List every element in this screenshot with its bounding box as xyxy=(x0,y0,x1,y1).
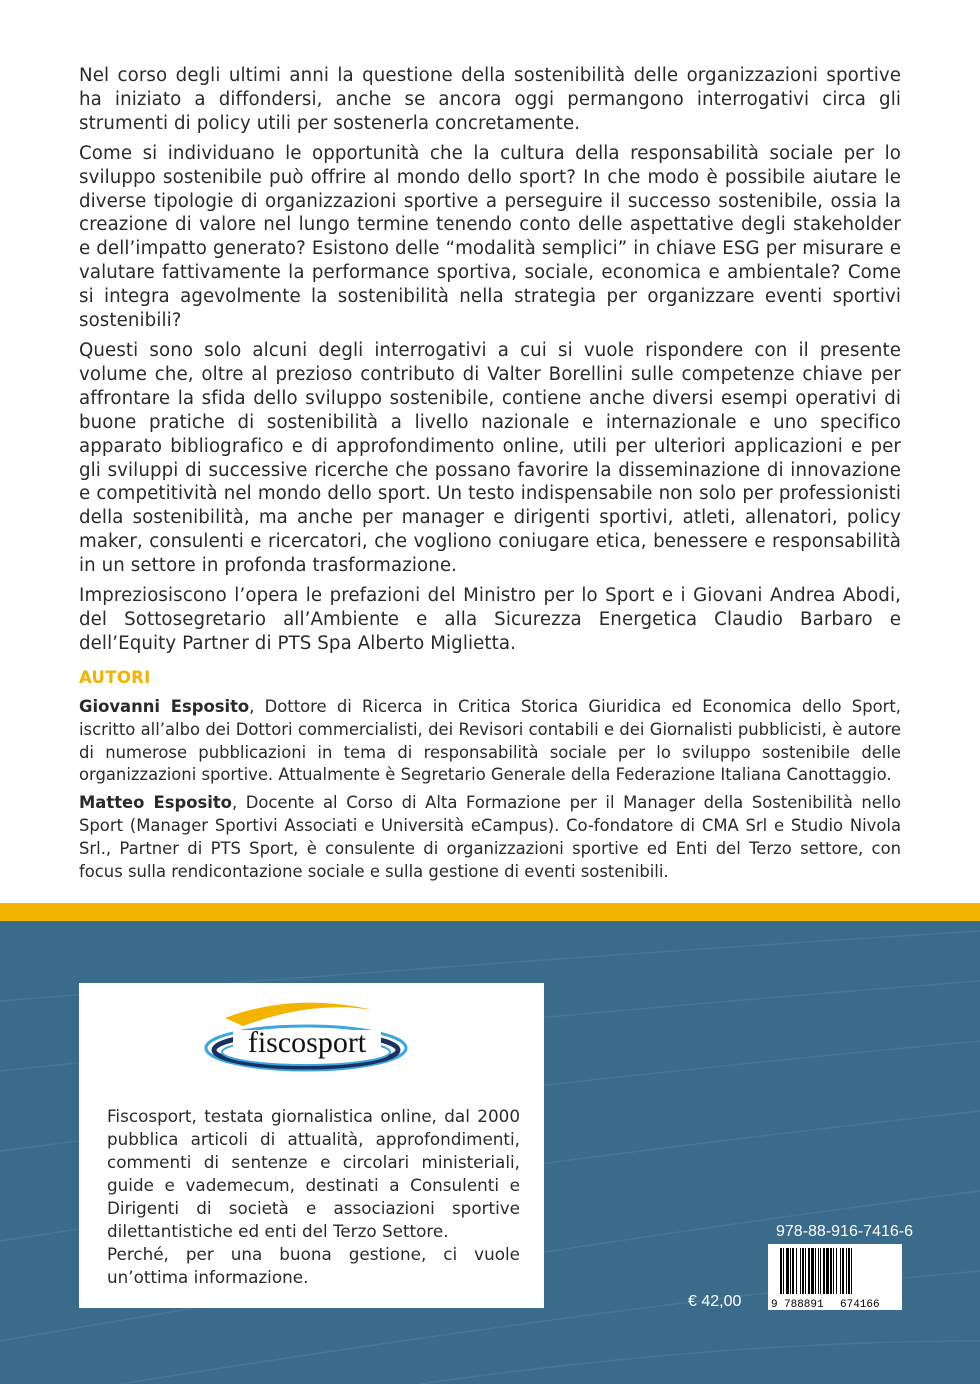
barcode-first-digit: 9 xyxy=(771,1299,778,1310)
publisher-box xyxy=(79,983,544,1308)
logo-text: fiscosport xyxy=(247,1026,367,1059)
barcode-graphic xyxy=(768,1244,902,1310)
barcode-bar xyxy=(818,1248,819,1294)
blurb-paragraph: Questi sono solo alcuni degli interrogativi a cui si vuole rispondere con il presente volume che, oltre al prezioso contributo di Valter Borellini sulle competenze chiave per affrontare la sfida dello sviluppo sostenibile, contiene anche diversi esempi operativi di buone pratiche di sostenibilità a livello nazionale e internazionale e uno specifico apparato bibliografico e di approfondimento online, utili per ulteriori applicazioni e per gli sviluppi di successive ricerche che possano favorire la disseminazione di innovazione e competitività nel mondo dello sport. Un testo indispensabile non solo per professionisti della sostenibilità, ma anche per manager e dirigenti sportivi, atleti, allenatori, policy maker, consulenti e ricercatori, che vogliono coniugare etica, benessere e responsabilità in un settore in profonda trasformazione. xyxy=(79,339,901,577)
barcode-bar xyxy=(783,1248,784,1294)
back-cover-blurb xyxy=(79,64,901,662)
barcode-bar xyxy=(796,1248,797,1294)
price-label: € 42,00 xyxy=(688,1293,742,1310)
barcode-bar xyxy=(851,1248,852,1294)
author-bio-text: , Dottore di Ricerca in Critica Storica Giuridica ed Economica dello Sport, iscritto all’albo dei Dottori commercialisti, dei Revisori contabili e dei Giornalisti pubblicisti, è autore di numerose pubblicazioni in tema di responsabilità sociale per lo sviluppo sostenibile delle organizzazioni sportive. Attualmente è Segretario Generale della Federazione Italiana Canottaggio. xyxy=(79,697,902,785)
author-name: Giovanni Esposito xyxy=(79,697,250,716)
author-name: Matteo Esposito xyxy=(79,793,232,813)
barcode-bar xyxy=(808,1248,810,1294)
barcode-bar xyxy=(826,1248,829,1294)
blurb-paragraph: Impreziosiscono l’opera le prefazioni del Ministro per lo Sport e i Giovani Andrea Abodi, del Sottosegretario all’Ambiente e alla Sicurezza Energetica Claudio Barbaro e dell’Equity Partner di PTS Spa Alberto Miglietta. xyxy=(79,585,901,654)
blurb-paragraph: Nel corso degli ultimi anni la questione della sostenibilità delle organizzazioni sportive ha iniziato a diffondersi, anche se ancora oggi permangono interrogativi circa gli strumenti di policy utili per sostenerla concretamente. xyxy=(79,65,901,134)
blurb-paragraph: Come si individuano le opportunità che la cultura della responsabilità sociale per lo sviluppo sostenibile può offrire al mondo dello sport? In che modo è possibile aiutare le diverse tipologie di organizzazioni sportive a perseguire il successo sostenibile, ossia la creazione di valore nel lungo termine tenendo conto delle aspettative degli stakeholder e dell’impatto generato? Esistono delle “modalità semplici” in chiave ESG per misurare e valutare fattivamente la performance sportiva, sociale, economica e ambientale? Come si integra agevolmente la sostenibilità nella strategia per organizzare eventi sportivi sostenibili? xyxy=(79,142,901,332)
barcode-bar xyxy=(792,1248,794,1294)
barcode-bar xyxy=(848,1248,850,1294)
barcode-bar xyxy=(830,1248,832,1294)
author-bio xyxy=(79,792,901,883)
barcode-bar xyxy=(790,1248,791,1294)
barcode-bar xyxy=(811,1248,814,1294)
barcode-bar xyxy=(836,1248,837,1294)
barcode-bar xyxy=(842,1248,844,1294)
barcode-bar xyxy=(820,1248,821,1294)
barcode-right-digits: 674166 xyxy=(840,1299,880,1310)
authors-heading: AUTORI xyxy=(79,668,151,687)
publisher-tagline: Perché, per una buona gestione, ci vuole un’ottima informazione. xyxy=(107,1244,520,1287)
barcode-bar xyxy=(846,1248,847,1294)
publisher-description: Fiscosport, testata giornalistica online, dal 2000 pubblica articoli di attualità, approfondimenti, commenti di sentenze e circolari ministeriali, guide e vademecum, destinati a Consulenti e Dirigenti di società e associazioni sportive dilettantistiche ed enti del Terzo Settore. xyxy=(107,1106,520,1241)
barcode-bar xyxy=(823,1248,825,1294)
barcode-bar xyxy=(786,1248,789,1294)
authors-section xyxy=(79,696,901,888)
barcode-bar xyxy=(802,1248,804,1294)
isbn-barcode xyxy=(768,1244,902,1310)
publisher-description-block xyxy=(107,1105,520,1289)
yellow-divider-band xyxy=(0,903,980,921)
author-bio-text: , Docente al Corso di Alta Formazione per il Manager della Sostenibilità nello Sport (Manager Sportivi Associati e Università eCampus). Co-fondatore di CMA Srl e Studio Nivola Srl., Partner di PTS Sport, è consulente di organizzazioni sportive ed Enti del Terzo settore, con focus sulla rendicontazione sociale e sulla gestione di eventi sostenibili. xyxy=(79,793,901,881)
barcode-bar xyxy=(815,1248,816,1294)
barcode-bar xyxy=(780,1248,782,1294)
barcode-bar xyxy=(805,1248,806,1294)
fiscosport-logo xyxy=(203,996,423,1086)
barcode-left-digits: 788891 xyxy=(784,1299,824,1310)
author-bio xyxy=(79,696,901,787)
barcode-bar xyxy=(800,1248,801,1294)
barcode-bar xyxy=(840,1248,841,1294)
isbn-number: 978-88-916-7416-6 xyxy=(776,1223,913,1240)
barcode-bar xyxy=(833,1248,834,1294)
